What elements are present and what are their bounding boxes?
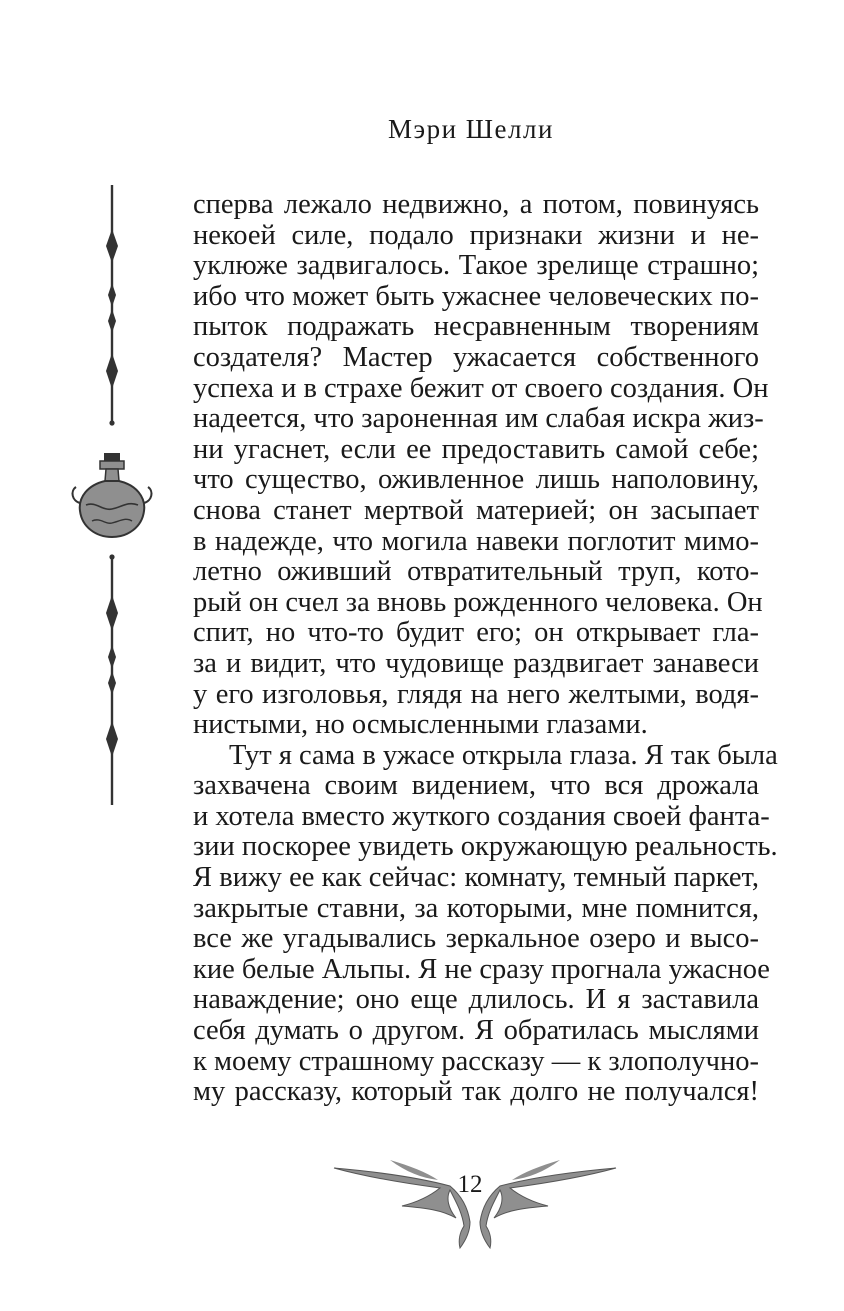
- text-line: себя думать о другом. Я обратилась мыслями: [193, 1015, 759, 1047]
- vertical-rule-top: [106, 185, 118, 426]
- text-line: некоей силе, подало признаки жизни и не-: [193, 219, 759, 251]
- potion-bottle-icon: [73, 453, 152, 537]
- text-line: создателя? Мастер ужасается собственного: [193, 341, 759, 373]
- body-text: [193, 189, 778, 1108]
- text-line: в надежде, что могила навеки поглотит мимо-: [193, 525, 759, 557]
- text-line: все же угадывались зеркальное озеро и высо-: [193, 923, 759, 955]
- text-line: летно оживший отвратительный труп, кото-: [193, 556, 759, 588]
- text-line: Я вижу ее как сейчас: комнату, темный паркет,: [193, 862, 759, 894]
- text-line: ибо что может быть ужаснее человеческих по-: [193, 280, 759, 312]
- text-line: кие белые Альпы. Я не сразу прогнала ужасное: [193, 953, 770, 985]
- text-line: надеется, что зароненная им слабая искра жиз-: [193, 403, 764, 435]
- text-line: что существо, оживленное лишь наполовину,: [193, 464, 759, 496]
- text-line: у его изголовья, глядя на него желтыми, водя-: [193, 678, 759, 710]
- text-line: спит, но что-то будит его; он открывает гла-: [193, 617, 759, 649]
- text-line: нистыми, но осмысленными глазами.: [193, 709, 648, 741]
- vertical-rule-bottom: [106, 554, 118, 805]
- text-line: наваждение; оно еще длилось. И я заставила: [193, 984, 759, 1016]
- text-line: и хотела вместо жуткого создания своей фанта-: [193, 800, 770, 832]
- text-line: пыток подражать несравненным творениям: [193, 311, 759, 343]
- text-line: закрытые ставни, за которыми, мне помнится,: [193, 892, 759, 924]
- text-line: ни угаснет, если ее предоставить самой себе;: [193, 433, 759, 465]
- text-line: успеха и в страхе бежит от своего создания. Он: [193, 372, 769, 404]
- text-line: захвачена своим видением, что вся дрожала: [193, 770, 759, 802]
- side-ornament: [70, 185, 154, 805]
- text-line: уклюже задвигалось. Такое зрелище страшно;: [193, 250, 759, 282]
- text-line: сперва лежало недвижно, а потом, повинуясь: [193, 189, 759, 220]
- text-line: му рассказу, который так долго не получался!: [193, 1076, 759, 1108]
- text-line: к моему страшному рассказу — к злополучно-: [193, 1045, 759, 1077]
- page-number: 12: [457, 1171, 483, 1198]
- text-line: за и видит, что чудовище раздвигает занавеси: [193, 647, 759, 679]
- text-line: рый он счел за вновь рожденного человека. Он: [193, 586, 763, 618]
- text-line: снова станет мертвой материей; он засыпает: [193, 494, 759, 526]
- text-line: Тут я сама в ужасе открыла глаза. Я так была: [229, 739, 778, 771]
- text-line: зии поскорее увидеть окружающую реальность.: [193, 831, 778, 863]
- running-head: Мэри Шелли: [388, 114, 554, 144]
